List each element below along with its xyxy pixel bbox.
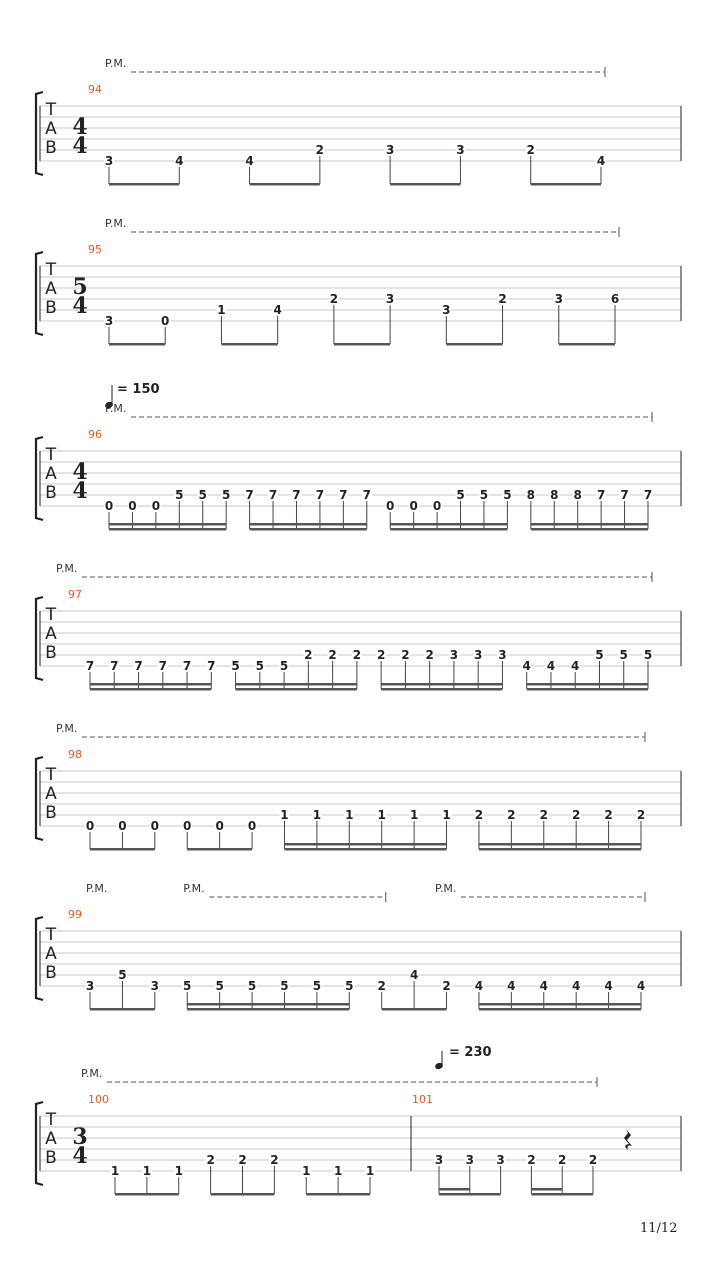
- fret-number: 3: [456, 143, 465, 157]
- tab-system: [36, 57, 681, 186]
- tab-clef-letter: B: [45, 803, 57, 823]
- fret-number: 7: [315, 488, 325, 502]
- fret-number: 3: [104, 154, 114, 168]
- bar-number: 97: [68, 588, 82, 601]
- fret-number: 5: [255, 659, 265, 673]
- fret-number: 5: [175, 488, 184, 502]
- bar-number: 96: [88, 428, 102, 441]
- fret-number: 5: [198, 488, 207, 502]
- fret-number: 2: [377, 979, 386, 993]
- beam: [284, 848, 446, 851]
- tempo-marking: = 230: [449, 1045, 492, 1060]
- fret-number: 1: [409, 808, 419, 822]
- beam: [527, 688, 648, 691]
- beam: [115, 1193, 179, 1196]
- fret-number: 8: [573, 488, 582, 502]
- fret-number: 5: [279, 659, 289, 673]
- fret-number: 1: [280, 808, 289, 822]
- bar-number: 94: [88, 83, 102, 96]
- beam: [236, 688, 357, 691]
- beam: [250, 528, 367, 531]
- beam: [479, 1008, 641, 1011]
- time-signature-top: 4: [72, 459, 88, 485]
- fret-number: 7: [85, 659, 95, 673]
- fret-number: 2: [604, 808, 613, 822]
- fret-number: 5: [479, 488, 489, 502]
- beam: [90, 688, 211, 691]
- fret-number: 5: [345, 979, 354, 993]
- beam: [211, 1193, 275, 1196]
- beam: [109, 528, 226, 531]
- fret-number: 2: [636, 808, 646, 822]
- tab-clef-letter: A: [45, 279, 57, 299]
- time-signature-bottom: 4: [72, 293, 88, 319]
- fret-number: 0: [150, 819, 160, 833]
- fret-number: 7: [596, 488, 606, 502]
- fret-number: 3: [85, 979, 95, 993]
- fret-number: 5: [619, 648, 628, 662]
- fret-number: 2: [328, 648, 337, 662]
- fret-number: 1: [302, 1164, 311, 1178]
- beam: [531, 1193, 593, 1196]
- beam: [527, 683, 648, 686]
- beam: [439, 1188, 470, 1191]
- fret-number: 5: [231, 659, 240, 673]
- fret-number: 6: [610, 292, 620, 306]
- beam: [439, 1193, 501, 1196]
- beam: [390, 523, 507, 526]
- tab-clef-letter: B: [45, 483, 57, 503]
- fret-number: 4: [522, 659, 531, 673]
- fret-number: 2: [425, 648, 434, 662]
- bar-number: 98: [68, 748, 82, 761]
- time-signature-top: 5: [72, 274, 88, 300]
- fret-number: 5: [247, 979, 257, 993]
- fret-number: 0: [432, 499, 442, 513]
- fret-number: 2: [588, 1153, 598, 1167]
- fret-number: 5: [221, 488, 231, 502]
- tab-clef-letter: B: [45, 963, 57, 983]
- beam: [109, 183, 179, 186]
- fret-number: 4: [571, 979, 581, 993]
- fret-number: 4: [571, 659, 580, 673]
- fret-number: 7: [245, 488, 254, 502]
- fret-number: 5: [456, 488, 465, 502]
- tab-system: [36, 882, 681, 1011]
- fret-number: 2: [315, 143, 325, 157]
- fret-number: 5: [503, 488, 512, 502]
- palm-mute-label: P.M.: [81, 1067, 103, 1080]
- fret-number: 0: [118, 819, 127, 833]
- bar-number: 95: [88, 243, 102, 256]
- fret-number: 0: [183, 819, 192, 833]
- fret-number: 1: [312, 808, 322, 822]
- beam: [334, 343, 390, 346]
- fret-number: 4: [273, 303, 282, 317]
- fret-number: 2: [498, 292, 507, 306]
- fret-number: 2: [571, 808, 581, 822]
- fret-number: 0: [128, 499, 137, 513]
- bar-number: 100: [88, 1093, 109, 1106]
- fret-number: 2: [270, 1153, 279, 1167]
- fret-number: 5: [118, 968, 127, 982]
- tempo-marking: = 150: [117, 382, 160, 397]
- fret-number: 0: [151, 499, 161, 513]
- tab-system: [36, 217, 681, 346]
- fret-number: 7: [158, 659, 167, 673]
- tab-clef-letter: A: [45, 1129, 57, 1149]
- fret-number: 4: [474, 979, 484, 993]
- fret-number: 5: [643, 648, 653, 662]
- tab-clef-letter: T: [45, 605, 57, 625]
- tab-system: [36, 1045, 681, 1196]
- fret-number: 4: [409, 968, 419, 982]
- fret-number: 5: [595, 648, 604, 662]
- fret-number: 0: [104, 499, 114, 513]
- time-signature-bottom: 4: [72, 1143, 88, 1169]
- fret-number: 2: [474, 808, 484, 822]
- fret-number: 7: [182, 659, 192, 673]
- tab-clef-letter: A: [45, 119, 57, 139]
- fret-number: 3: [150, 979, 160, 993]
- palm-mute-label: P.M.: [105, 402, 127, 415]
- fret-number: 5: [280, 979, 289, 993]
- tab-clef-letter: B: [45, 138, 57, 158]
- tab-system: [36, 722, 681, 851]
- tab-clef-letter: T: [45, 260, 57, 280]
- beam: [531, 528, 648, 531]
- fret-number: 7: [643, 488, 653, 502]
- palm-mute-label: P.M.: [183, 882, 205, 895]
- beam: [250, 523, 367, 526]
- fret-number: 5: [215, 979, 224, 993]
- fret-number: 4: [175, 154, 184, 168]
- fret-number: 7: [362, 488, 371, 502]
- time-signature-top: 4: [72, 114, 88, 140]
- fret-number: 3: [473, 648, 483, 662]
- beam: [531, 183, 601, 186]
- palm-mute-label: P.M.: [56, 722, 78, 735]
- beam: [381, 688, 502, 691]
- beam: [479, 848, 641, 851]
- quarter-rest: [624, 1129, 632, 1150]
- beam: [284, 843, 446, 846]
- beam: [531, 523, 648, 526]
- beam: [559, 343, 615, 346]
- fret-number: 4: [507, 979, 516, 993]
- beam: [221, 343, 277, 346]
- fret-number: 1: [345, 808, 354, 822]
- beam: [187, 1008, 349, 1011]
- fret-number: 3: [104, 314, 114, 328]
- fret-number: 3: [498, 648, 507, 662]
- fret-number: 3: [554, 292, 563, 306]
- fret-number: 2: [558, 1153, 567, 1167]
- beam: [187, 1003, 349, 1006]
- time-signature-bottom: 4: [72, 478, 88, 504]
- beam: [90, 683, 211, 686]
- tab-clef-letter: A: [45, 784, 57, 804]
- fret-number: 7: [620, 488, 629, 502]
- fret-number: 7: [110, 659, 119, 673]
- beam: [250, 183, 320, 186]
- beam: [90, 848, 155, 851]
- fret-number: 7: [207, 659, 216, 673]
- fret-number: 0: [85, 819, 95, 833]
- fret-number: 2: [527, 1153, 536, 1167]
- fret-number: 3: [434, 1153, 444, 1167]
- beam: [236, 683, 357, 686]
- tab-clef-letter: T: [45, 1110, 57, 1130]
- tab-system: [36, 382, 681, 531]
- fret-number: 2: [238, 1153, 247, 1167]
- fret-number: 4: [604, 979, 613, 993]
- fret-number: 3: [442, 303, 451, 317]
- palm-mute-label: P.M.: [105, 57, 127, 70]
- beam: [531, 1188, 562, 1191]
- tab-clef-letter: B: [45, 298, 57, 318]
- beam: [109, 523, 226, 526]
- fret-number: 4: [546, 659, 556, 673]
- tab-clef-letter: A: [45, 624, 57, 644]
- beam: [381, 683, 502, 686]
- tab-clef-letter: T: [45, 765, 57, 785]
- bar-number: 101: [412, 1093, 433, 1106]
- fret-number: 2: [376, 648, 386, 662]
- tab-clef-letter: B: [45, 643, 57, 663]
- fret-number: 3: [385, 143, 395, 157]
- bar-number: 99: [68, 908, 82, 921]
- tab-clef-letter: T: [45, 100, 57, 120]
- fret-number: 7: [134, 659, 143, 673]
- beam: [446, 343, 502, 346]
- fret-number: 3: [449, 648, 459, 662]
- fret-number: 2: [539, 808, 548, 822]
- fret-number: 4: [539, 979, 548, 993]
- fret-number: 4: [245, 154, 254, 168]
- fret-number: 5: [312, 979, 322, 993]
- fret-number: 1: [110, 1164, 120, 1178]
- tab-clef-letter: A: [45, 944, 57, 964]
- beam: [306, 1193, 370, 1196]
- time-signature-bottom: 4: [72, 133, 88, 159]
- fret-number: 4: [636, 979, 646, 993]
- fret-number: 2: [352, 648, 362, 662]
- fret-number: 1: [442, 808, 451, 822]
- fret-number: 3: [465, 1153, 474, 1167]
- beam: [479, 1003, 641, 1006]
- fret-number: 2: [329, 292, 339, 306]
- tab-system: [36, 562, 681, 691]
- fret-number: 8: [550, 488, 559, 502]
- fret-number: 7: [268, 488, 278, 502]
- palm-mute-label: P.M.: [105, 217, 127, 230]
- fret-number: 1: [377, 808, 386, 822]
- fret-number: 3: [385, 292, 395, 306]
- fret-number: 1: [217, 303, 226, 317]
- fret-number: 1: [365, 1164, 375, 1178]
- beam: [382, 1008, 447, 1011]
- fret-number: 2: [401, 648, 410, 662]
- fret-number: 8: [526, 488, 536, 502]
- fret-number: 7: [292, 488, 301, 502]
- fret-number: 1: [142, 1164, 152, 1178]
- fret-number: 0: [386, 499, 395, 513]
- tab-clef-letter: B: [45, 1148, 57, 1168]
- fret-number: 0: [215, 819, 224, 833]
- beam: [390, 183, 460, 186]
- beam: [109, 343, 165, 346]
- palm-mute-label: P.M.: [434, 882, 457, 895]
- fret-number: 5: [183, 979, 192, 993]
- fret-number: 2: [526, 143, 535, 157]
- tab-clef-letter: T: [45, 445, 57, 465]
- page-number: 11/12: [640, 1221, 678, 1236]
- palm-mute-label: P.M.: [86, 882, 108, 895]
- time-signature-top: 3: [72, 1124, 88, 1150]
- fret-number: 2: [507, 808, 516, 822]
- fret-number: 3: [496, 1153, 505, 1167]
- fret-number: 2: [304, 648, 313, 662]
- beam: [187, 848, 252, 851]
- fret-number: 1: [174, 1164, 183, 1178]
- tab-clef-letter: T: [45, 925, 57, 945]
- tab-clef-letter: A: [45, 464, 57, 484]
- beam: [390, 528, 507, 531]
- beam: [90, 1008, 155, 1011]
- fret-number: 0: [409, 499, 418, 513]
- fret-number: 4: [596, 154, 606, 168]
- beam: [479, 843, 641, 846]
- fret-number: 0: [161, 314, 170, 328]
- fret-number: 2: [206, 1153, 215, 1167]
- fret-number: 0: [247, 819, 257, 833]
- fret-number: 2: [442, 979, 451, 993]
- fret-number: 1: [333, 1164, 343, 1178]
- palm-mute-label: P.M.: [56, 562, 78, 575]
- fret-number: 7: [339, 488, 348, 502]
